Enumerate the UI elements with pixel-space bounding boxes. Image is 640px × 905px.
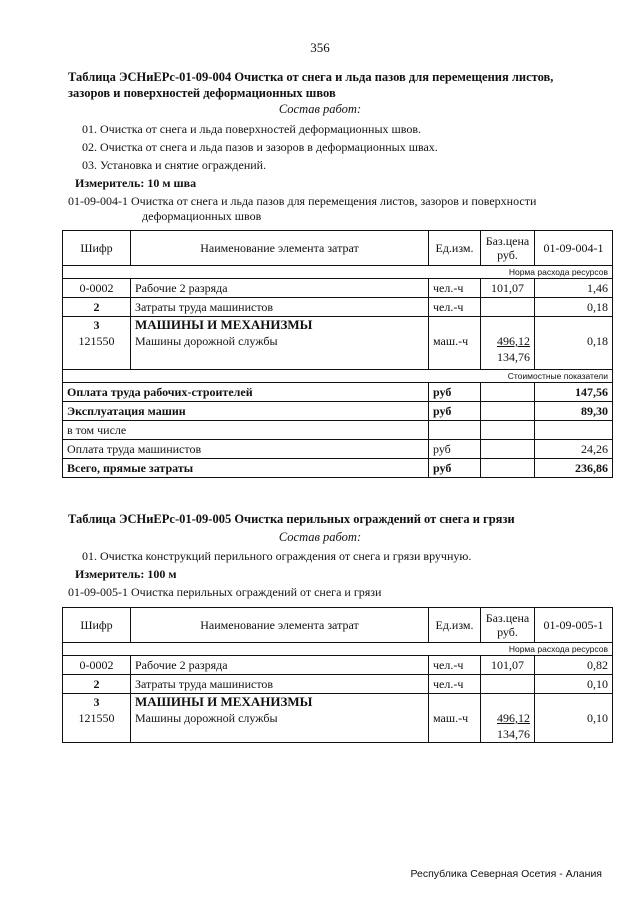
- machine-code: 121550: [78, 711, 115, 725]
- header-name: Наименование элемента затрат: [131, 231, 429, 266]
- cost-row: Оплата труда машинистов руб 24,26: [63, 440, 613, 459]
- table2-work-item: 01. Очистка конструкций перильного ограждения от снега и грязи вручную.: [82, 549, 472, 563]
- page-footer: Республика Северная Осетия - Алания: [410, 868, 602, 880]
- row-value: 1,46: [535, 279, 613, 298]
- group-code: 3: [93, 318, 100, 332]
- table2-meter: Измеритель: 100 м: [75, 567, 177, 581]
- cost-row: Эксплуатация машин руб 89,30: [63, 402, 613, 421]
- row-value: 0,18: [535, 298, 613, 317]
- machine-price2: 134,76: [497, 727, 530, 741]
- norm-label: Норма расхода ресурсов: [63, 266, 613, 279]
- machine-value: 0,18: [535, 317, 613, 370]
- row-unit: чел.-ч: [429, 675, 481, 694]
- group-name: МАШИНЫ И МЕХАНИЗМЫ: [135, 694, 313, 709]
- header-cipher: Шифр: [63, 608, 131, 643]
- row-unit: чел.-ч: [429, 279, 481, 298]
- row-name: Рабочие 2 разряда: [131, 656, 429, 675]
- cost-row: в том числе: [63, 421, 613, 440]
- machine-value: 0,10: [535, 694, 613, 743]
- row-code: 2: [63, 675, 131, 694]
- machine-code: 121550: [78, 334, 115, 348]
- row-value: 0,82: [535, 656, 613, 675]
- table1-meter: Измеритель: 10 м шва: [75, 176, 197, 190]
- table1: [62, 230, 613, 478]
- header-unit: Ед.изм.: [429, 231, 481, 266]
- table1-work-item: 03. Установка и снятие ограждений.: [82, 158, 267, 172]
- machine-unit: маш.-ч: [429, 694, 481, 743]
- machine-price1: 496,12: [497, 334, 530, 348]
- machine-price2: 134,76: [497, 350, 530, 364]
- group-code: 3: [93, 695, 100, 709]
- row-price: 101,07: [481, 279, 535, 298]
- page-number: 356: [310, 40, 330, 55]
- table-row: [63, 279, 613, 298]
- header-unit: Ед.изм.: [429, 608, 481, 643]
- cost-row-total: Всего, прямые затраты руб 236,86: [63, 459, 613, 478]
- table-row: [63, 675, 613, 694]
- machine-unit: маш.-ч: [429, 317, 481, 370]
- table2-work-heading: Состав работ:: [278, 530, 362, 544]
- norm-label: Норма расхода ресурсов: [63, 643, 613, 656]
- header-cipher: Шифр: [63, 231, 131, 266]
- table1-code-line1: 01-09-004-1 Очистка от снега и льда пазов для перемещения листов, зазоров и поверхности: [68, 194, 537, 208]
- header-code: 01-09-004-1: [535, 231, 613, 266]
- table2: [62, 607, 613, 743]
- table-row: [63, 298, 613, 317]
- table1-title-line1: Таблица ЭСНиЕРс-01-09-004 Очистка от снега и льда пазов для перемещения листов,: [68, 70, 554, 84]
- table1-title-line2: зазоров и поверхностей деформационных швов: [68, 86, 336, 100]
- table1-work-item: 01. Очистка от снега и льда поверхностей деформационных швов.: [82, 122, 422, 136]
- row-name: Затраты труда машинистов: [131, 675, 429, 694]
- row-code: 0-0002: [63, 656, 131, 675]
- row-name: Затраты труда машинистов: [131, 298, 429, 317]
- machine-name: Машины дорожной службы: [135, 334, 278, 348]
- row-code: 0-0002: [63, 279, 131, 298]
- cost-label: Стоимостные показатели: [63, 370, 613, 383]
- row-code: 2: [63, 298, 131, 317]
- machine-group: [63, 317, 613, 370]
- row-price: [481, 675, 535, 694]
- row-unit: чел.-ч: [429, 298, 481, 317]
- table1-work-heading: Состав работ:: [278, 102, 362, 116]
- header-name: Наименование элемента затрат: [131, 608, 429, 643]
- machine-group: [63, 694, 613, 743]
- row-price: 101,07: [481, 656, 535, 675]
- header-code: 01-09-005-1: [535, 608, 613, 643]
- row-name: Рабочие 2 разряда: [131, 279, 429, 298]
- table1-work-item: 02. Очистка от снега и льда пазов и зазоров в деформационных швах.: [82, 140, 438, 154]
- header-price: Баз.цена руб.: [481, 608, 535, 643]
- row-value: 0,10: [535, 675, 613, 694]
- row-price: [481, 298, 535, 317]
- table2-title-line1: Таблица ЭСНиЕРс-01-09-005 Очистка перильных ограждений от снега и грязи: [68, 512, 515, 526]
- table-row: [63, 656, 613, 675]
- cost-row: Оплата труда рабочих-строителей руб 147,56: [63, 383, 613, 402]
- group-name: МАШИНЫ И МЕХАНИЗМЫ: [135, 317, 313, 332]
- row-unit: чел.-ч: [429, 656, 481, 675]
- table2-code-line1: 01-09-005-1 Очистка перильных ограждений от снега и грязи: [68, 585, 382, 599]
- machine-price1: 496,12: [497, 711, 530, 725]
- machine-name: Машины дорожной службы: [135, 711, 278, 725]
- header-price: Баз.цена руб.: [481, 231, 535, 266]
- table1-code-line2: деформационных швов: [142, 209, 262, 223]
